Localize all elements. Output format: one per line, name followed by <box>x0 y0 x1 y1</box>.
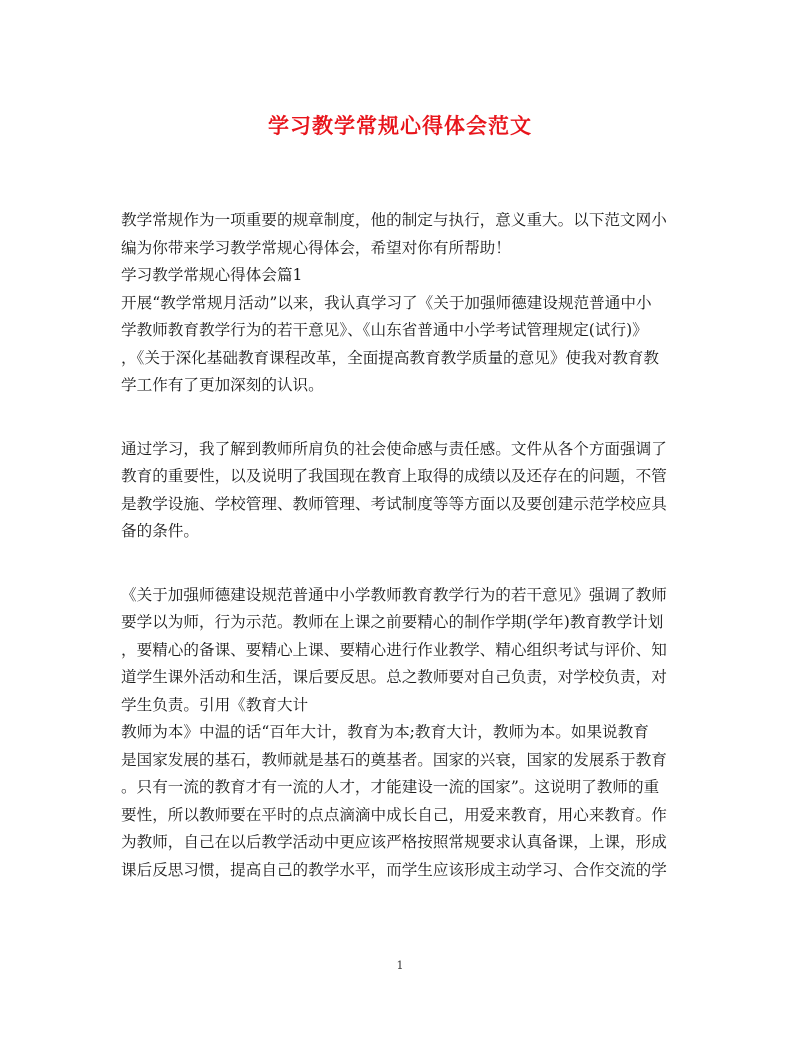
text-line: 备的条件。 <box>121 522 199 540</box>
paragraph <box>121 436 681 546</box>
paragraph <box>121 719 681 884</box>
text-line: 编为你带来学习教学常规心得体会，希望对你有所帮助！ <box>121 238 511 257</box>
text-line: 教育的重要性，以及说明了我国现在教育上取得的成绩以及还存在的问题，不管 <box>121 467 667 485</box>
text-line: 道学生课外活动和生活，课后要反思。总之教师要对自己负责，对学校负责，对 <box>121 668 667 686</box>
paragraph-gap <box>121 400 681 436</box>
paragraph-gap <box>121 546 681 582</box>
text-line: ，要精心的备课、要精心上课、要精心进行作业教学、精心组织考试与评价、知 <box>121 640 667 659</box>
paragraph <box>121 290 681 400</box>
text-line: 课后反思习惯，提高自己的教学水平，而学生应该形成主动学习、合作交流的学 <box>121 860 667 879</box>
text-line: 教师为本》中温的话“百年大计，教育为本;教育大计，教师为本。如果说教育 <box>121 723 649 741</box>
text-line: 开展“教学常规月活动”以来，我认真学习了《关于加强师德建设规范普通中小 <box>121 293 652 312</box>
text-line: 是教学设施、学校管理、教师管理、考试制度等等方面以及要创建示范学校应具 <box>121 494 667 513</box>
page-number: 1 <box>396 959 404 972</box>
paragraph <box>121 582 681 720</box>
document-title: 学习教学常规心得体会范文 <box>268 114 532 138</box>
text-line: 学生负责。引用《教育大计 <box>121 695 309 714</box>
section-heading <box>121 262 681 290</box>
paragraph-intro <box>121 207 681 262</box>
text-line: 《关于加强师德建设规范普通中小学教师教育教学行为的若干意见》强调了教师 <box>121 585 667 604</box>
text-line: 学习教学常规心得体会篇1 <box>121 266 303 284</box>
text-line: 学工作有了更加深刻的认识。 <box>121 376 324 394</box>
text-line: 要性，所以教师要在平时的点点滴滴中成长自己，用爱来教育，用心来教育。作 <box>121 805 667 824</box>
text-line: 通过学习，我了解到教师所肩负的社会使命感与责任感。文件从各个方面强调了 <box>121 439 667 458</box>
text-line: 学教师教育教学行为的若干意见》、《山东省普通中小学考试管理规定(试行)》 <box>121 321 648 339</box>
text-line: 为教师，自己在以后教学活动中更应该严格按照常规要求认真备课，上课，形成 <box>121 833 667 851</box>
document-body <box>121 207 681 884</box>
text-line: 。只有一流的教育才有一流的人才，才能建设一流的国家”。这说明了教师的重 <box>121 778 660 796</box>
text-line: 是国家发展的基石，教师就是基石的奠基者。国家的兴衰，国家的发展系于教育 <box>121 750 667 769</box>
text-line: 教学常规作为一项重要的规章制度，他的制定与执行，意义重大。以下范文网小 <box>121 211 667 229</box>
text-line: ，《关于深化基础教育课程改革，全面提高教育教学质量的意见》使我对教育教 <box>121 348 659 367</box>
text-line: 要学以为师，行为示范。教师在上课之前要精心的制作学期(学年)教育教学计划 <box>121 613 664 631</box>
